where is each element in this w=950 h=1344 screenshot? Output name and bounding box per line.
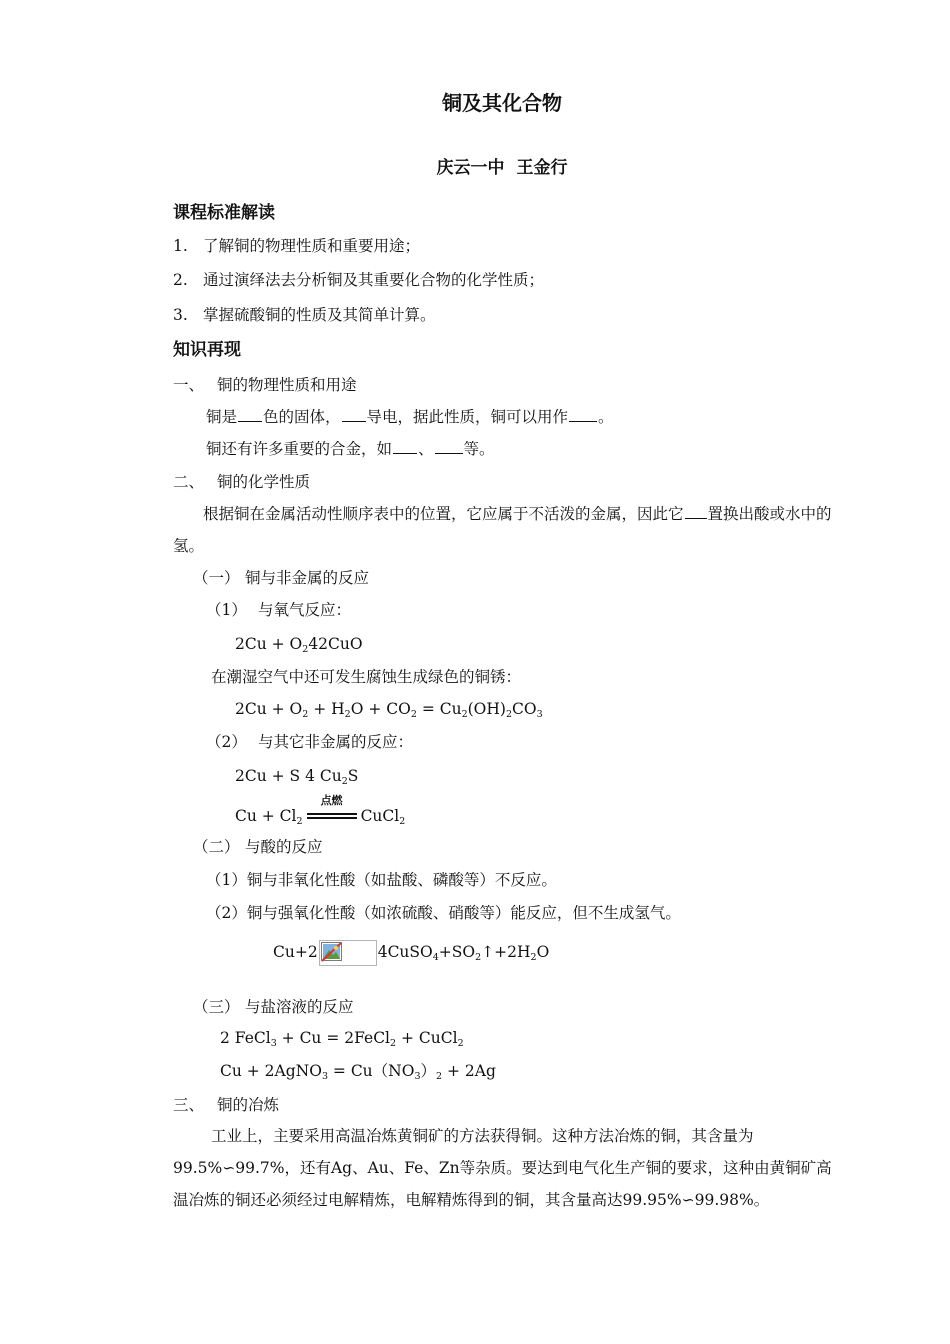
formula-text: O xyxy=(536,943,550,961)
formula-subscript: 3 xyxy=(414,1071,421,1082)
formula-text: = Cu（NO xyxy=(327,1062,415,1080)
formula-text: CO xyxy=(512,700,537,718)
reaction-title: 与氧气反应： xyxy=(258,601,352,619)
text-run: 铜是 xyxy=(206,408,238,426)
formula-text: ↑+2H xyxy=(481,943,531,961)
formula-text: CuCl xyxy=(360,807,400,825)
formula-subscript: 2 xyxy=(341,776,348,787)
smelting-paragraph xyxy=(173,1120,835,1216)
broken-image-icon xyxy=(319,940,377,966)
paragraph-text: 工业上，主要采用高温冶炼黄铜矿的方法获得铜。这种方法冶炼的铜，其含量为99.5%∽99.7%，还有Ag、Au、Fe、Zn等杂质。要达到电气化生产铜的要求，这种由黄铜矿高温冶炼的铜还必须经过电解精炼，电解精炼得到的铜，其含量高达99.95%∽99.98%。 xyxy=(173,1127,832,1209)
fill-blank xyxy=(393,439,417,454)
part-title: 铜的化学性质 xyxy=(217,473,311,491)
standard-item-number: 3. xyxy=(173,306,188,324)
subsection-title: 与酸的反应 xyxy=(245,838,323,856)
fill-blank xyxy=(685,504,707,519)
formula-text: 2Cu + O xyxy=(235,700,303,718)
equation-ferric-chloride xyxy=(220,1028,464,1048)
formula-text: 2Cu + O xyxy=(235,635,303,653)
formula-subscript: 2 xyxy=(436,1071,443,1082)
formula-subscript: 4 xyxy=(432,952,439,963)
subsection-number: （三） xyxy=(193,998,240,1016)
subsection-number: （二） xyxy=(193,838,240,856)
formula-text: Cu + 2AgNO xyxy=(220,1062,322,1080)
section-heading-knowledge: 知识再现 xyxy=(173,340,241,360)
standard-item-number: 1. xyxy=(173,237,188,255)
formula-subscript: 3 xyxy=(536,709,543,720)
acid-nonoxidizing-line: （1）铜与非氧化性酸（如盐酸、磷酸等）不反应。 xyxy=(206,871,557,889)
reaction-title: 与其它非金属的反应： xyxy=(258,733,414,751)
standard-item-number: 2. xyxy=(173,271,188,289)
standard-item-text: 掌握硫酸铜的性质及其简单计算。 xyxy=(203,306,436,324)
text-run: 置换出酸或水中的氢。 xyxy=(173,505,832,555)
formula-text: +SO xyxy=(438,943,476,961)
equation-copper-sulfuric-acid xyxy=(273,940,549,966)
section-heading-standards: 课程标准解读 xyxy=(173,203,275,223)
standard-item-2 xyxy=(173,270,544,290)
formula-text: Cu + Cl xyxy=(235,807,297,825)
part-number: 三、 xyxy=(173,1096,205,1114)
fill-blank xyxy=(569,407,597,422)
formula-subscript: 2 xyxy=(344,709,351,720)
formula-text: + CuCl xyxy=(396,1029,458,1047)
formula-subscript: 2 xyxy=(461,709,468,720)
formula-subscript: 2 xyxy=(302,709,309,720)
formula-subscript: 2 xyxy=(457,1038,464,1049)
formula-subscript: 3 xyxy=(321,1071,328,1082)
doc-title: 铜及其化合物 xyxy=(442,91,562,115)
formula-text: 4CuSO xyxy=(377,943,433,961)
text-run: 根据铜在金属活动性顺序表中的位置，它应属于不活泼的金属，因此它 xyxy=(203,505,684,523)
subsection-number: （一） xyxy=(193,569,240,587)
formula-subscript: 2 xyxy=(296,816,303,827)
reaction-condition-label: 点燃 xyxy=(320,794,343,807)
acid-oxidizing-line: （2）铜与强氧化性酸（如浓硫酸、硝酸等）能反应，但不生成氢气。 xyxy=(206,904,681,922)
formula-text: O + CO xyxy=(350,700,411,718)
text-run: 铜还有许多重要的合金，如 xyxy=(206,440,393,458)
formula-text: Cu+2 xyxy=(273,943,318,961)
equation-copper-chlorine xyxy=(235,794,406,827)
formula-text: + Cu = 2FeCl xyxy=(276,1029,391,1047)
formula-text: + H xyxy=(308,700,345,718)
standard-item-1 xyxy=(173,236,420,256)
formula-subscript: 3 xyxy=(270,1038,277,1049)
doc-author: 庆云一中 王金行 xyxy=(436,158,568,178)
part1-heading xyxy=(173,375,357,395)
part-number: 一、 xyxy=(173,376,205,394)
subsection-title: 与盐溶液的反应 xyxy=(245,998,354,1016)
standard-item-text: 了解铜的物理性质和重要用途； xyxy=(203,237,421,255)
fill-blank xyxy=(342,407,366,422)
standard-item-text: 通过演绎法去分析铜及其重要化合物的化学性质； xyxy=(203,271,545,289)
alloy-sentence xyxy=(206,439,495,459)
formula-text: S xyxy=(347,767,359,785)
formula-text: 2Cu + S 4 Cu xyxy=(235,767,342,785)
formula-subscript: 2 xyxy=(410,709,417,720)
reaction-number: （1） xyxy=(206,601,247,619)
chemical-property-intro xyxy=(173,498,835,562)
subsection-title: 铜与非金属的反应 xyxy=(245,569,370,587)
formula-text: ） xyxy=(420,1062,437,1080)
formula-subscript: 2 xyxy=(475,952,482,963)
formula-subscript: 2 xyxy=(505,709,512,720)
fill-blank xyxy=(238,407,262,422)
equation-copper-sulfur xyxy=(235,766,358,786)
standard-item-3 xyxy=(173,305,436,325)
equation-silver-nitrate xyxy=(220,1061,496,1081)
text-run: 、 xyxy=(418,440,434,458)
equation-copper-rust xyxy=(235,699,543,719)
part3-heading xyxy=(173,1095,279,1115)
formula-subscript: 2 xyxy=(390,1038,397,1049)
formula-text: 2 FeCl xyxy=(220,1029,271,1047)
text-run: 。 xyxy=(598,408,614,426)
corrosion-note: 在潮湿空气中还可发生腐蚀生成绿色的铜锈： xyxy=(211,668,522,686)
reaction-oxygen-heading xyxy=(206,600,351,620)
text-run: 等。 xyxy=(463,440,495,458)
fill-blank xyxy=(435,439,463,454)
formula-text: + 2Ag xyxy=(442,1062,496,1080)
text-run: 色的固体， xyxy=(263,408,341,426)
part-number: 二、 xyxy=(173,473,205,491)
formula-text: 42CuO xyxy=(308,635,363,653)
equation-copper-oxygen xyxy=(235,634,363,654)
formula-subscript: 2 xyxy=(302,644,309,655)
reaction-number: （2） xyxy=(206,733,247,751)
formula-text: (OH) xyxy=(467,700,506,718)
reaction-other-nonmetal-heading xyxy=(206,732,413,752)
formula-subscript: 2 xyxy=(530,952,537,963)
subsection-nonmetal-heading xyxy=(193,568,369,588)
reaction-condition-arrow xyxy=(307,794,357,823)
text-run: 导电，据此性质，铜可以用作 xyxy=(366,408,569,426)
formula-text: = Cu xyxy=(416,700,462,718)
formula-subscript: 2 xyxy=(399,816,406,827)
part2-heading xyxy=(173,472,310,492)
subsection-acid-heading xyxy=(193,837,323,857)
subsection-salt-heading xyxy=(193,997,354,1017)
physical-property-sentence xyxy=(206,407,614,427)
part-title: 铜的冶炼 xyxy=(217,1096,280,1114)
part-title: 铜的物理性质和用途 xyxy=(217,376,357,394)
